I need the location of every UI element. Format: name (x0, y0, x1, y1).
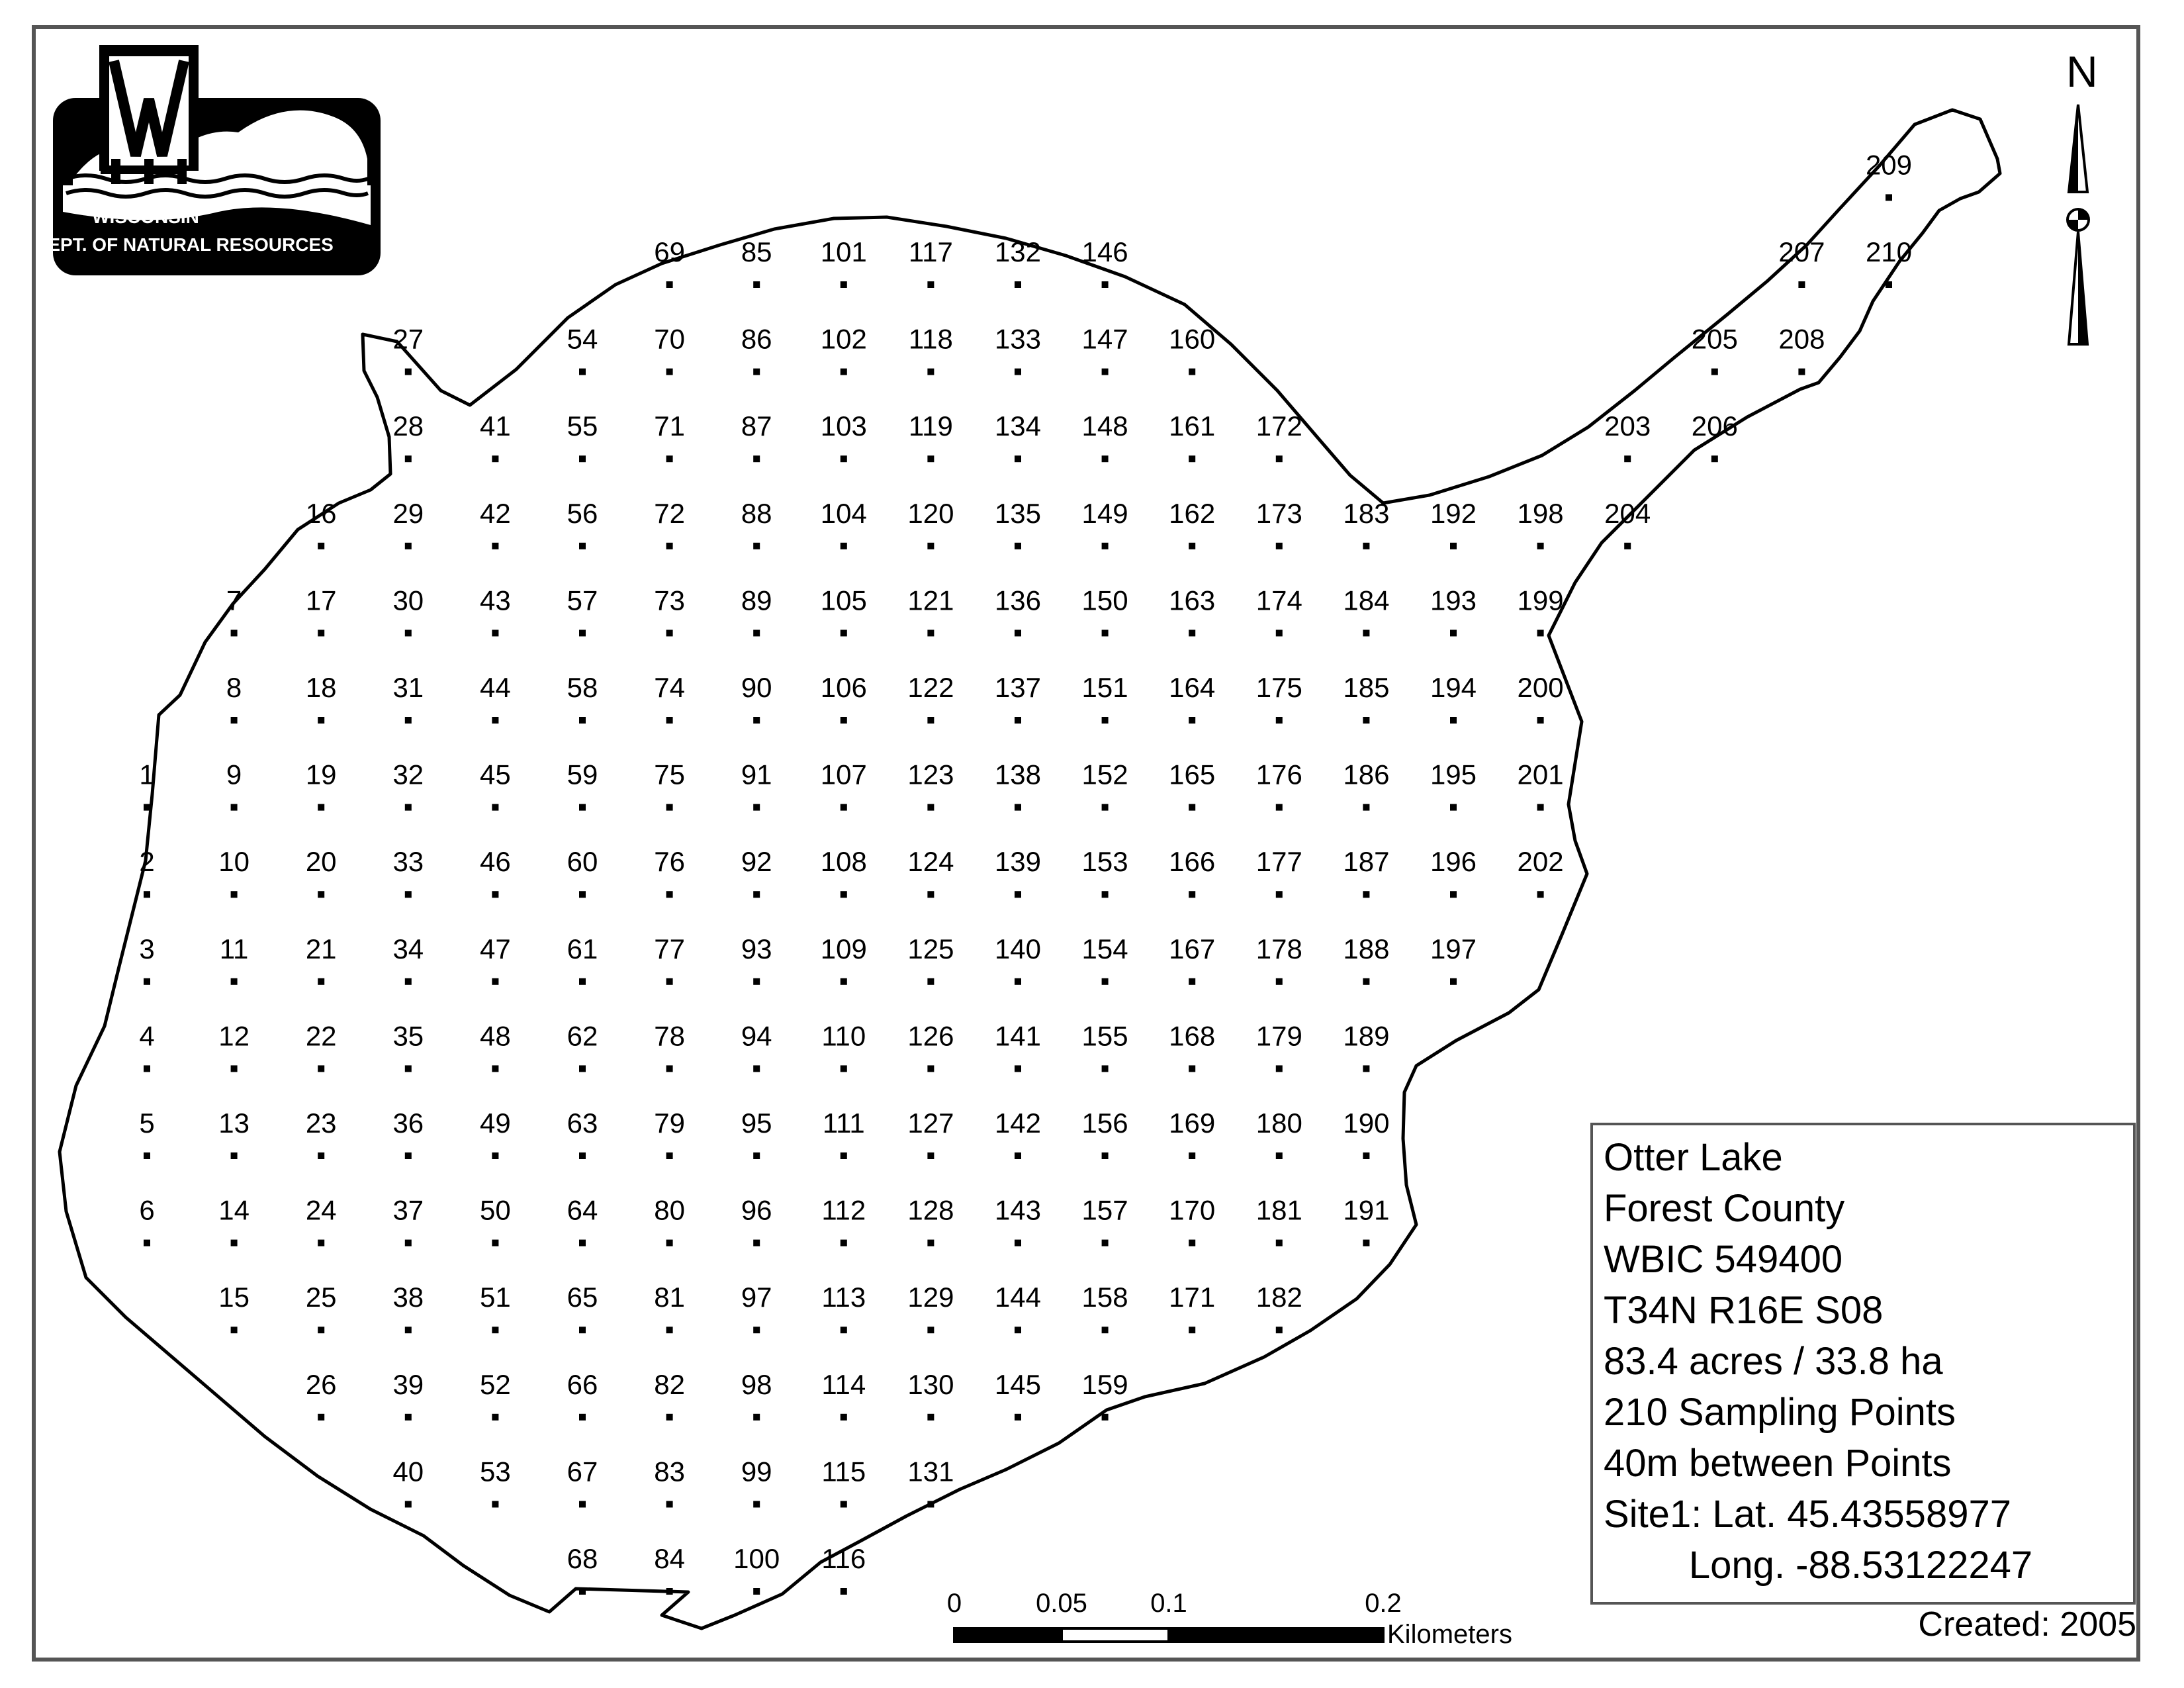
sampling-point-label: 56 (567, 497, 598, 529)
sampling-point-label: 116 (821, 1543, 866, 1574)
sampling-point-label: 35 (392, 1020, 424, 1052)
sampling-point-label: 157 (1081, 1194, 1128, 1226)
legend-site-lat: Site1: Lat. 45.43558977 (1604, 1493, 2011, 1536)
sampling-point-label: 207 (1778, 236, 1825, 267)
sampling-point-label: 92 (741, 846, 772, 878)
north-label: N (2066, 47, 2098, 96)
sampling-point-label: 81 (654, 1282, 685, 1313)
sampling-point-label: 16 (305, 497, 337, 529)
sampling-point-label: 167 (1169, 933, 1216, 964)
sampling-point-label: 62 (567, 1020, 598, 1052)
sampling-point-label: 131 (907, 1456, 954, 1487)
sampling-point-label: 181 (1255, 1194, 1302, 1226)
sampling-point-label: 28 (392, 410, 424, 442)
sampling-point-label: 179 (1255, 1020, 1302, 1052)
sampling-point-label: 153 (1081, 846, 1128, 878)
sampling-point-label: 113 (821, 1282, 866, 1313)
sampling-point-label: 44 (480, 672, 511, 703)
legend-wbic: WBIC 549400 (1604, 1238, 1843, 1281)
sampling-point-label: 201 (1517, 759, 1564, 790)
sampling-point-label: 7 (226, 585, 242, 616)
sampling-point-label: 83 (654, 1456, 685, 1487)
sampling-point-label: 99 (741, 1456, 772, 1487)
sampling-point-label: 19 (305, 759, 337, 790)
sampling-point-label: 48 (480, 1020, 511, 1052)
sampling-point-label: 156 (1081, 1107, 1128, 1139)
sampling-point-label: 69 (654, 236, 685, 267)
sampling-point-label: 165 (1169, 759, 1216, 790)
sampling-point-label: 4 (139, 1020, 155, 1052)
sampling-point-label: 20 (305, 846, 337, 878)
sampling-point-label: 36 (392, 1107, 424, 1139)
sampling-point-label: 67 (567, 1456, 598, 1487)
sampling-point-label: 112 (821, 1194, 866, 1226)
sampling-point-label: 90 (741, 672, 772, 703)
sampling-point-label: 164 (1169, 672, 1216, 703)
sampling-point-label: 70 (654, 323, 685, 355)
sampling-point-label: 108 (820, 846, 867, 878)
sampling-point-label: 42 (480, 497, 511, 529)
legend-lake-name: Otter Lake (1604, 1136, 1783, 1179)
sampling-point-label: 208 (1778, 323, 1825, 355)
sampling-point-label: 39 (392, 1368, 424, 1400)
sampling-point-label: 75 (654, 759, 685, 790)
sampling-point-label: 9 (226, 759, 242, 790)
sampling-point-label: 93 (741, 933, 772, 964)
sampling-point-label: 68 (567, 1543, 598, 1574)
sampling-point-label: 204 (1604, 497, 1651, 529)
sampling-point-label: 197 (1430, 933, 1477, 964)
sampling-point-label: 77 (654, 933, 685, 964)
sampling-point-label: 88 (741, 497, 772, 529)
legend-points: 210 Sampling Points (1604, 1391, 1956, 1434)
sampling-point-label: 130 (907, 1368, 954, 1400)
sampling-point-label: 103 (820, 410, 867, 442)
logo-line-2: DEPT. OF NATURAL RESOURCES (34, 234, 334, 255)
sampling-point-label: 210 (1865, 236, 1913, 267)
sampling-point-label: 40 (392, 1456, 424, 1487)
sampling-point-label: 11 (219, 933, 249, 964)
sampling-point-label: 117 (908, 236, 953, 267)
sampling-point-label: 125 (907, 933, 954, 964)
sampling-point-label: 170 (1169, 1194, 1216, 1226)
sampling-point-label: 135 (994, 497, 1042, 529)
sampling-point-label: 8 (226, 672, 242, 703)
sampling-point-label: 203 (1604, 410, 1651, 442)
sampling-point-label: 104 (820, 497, 867, 529)
sampling-point-label: 101 (820, 236, 867, 267)
sampling-point-label: 2 (139, 846, 155, 878)
sampling-point-label: 195 (1430, 759, 1477, 790)
sampling-point-label: 59 (567, 759, 598, 790)
sampling-point-label: 134 (994, 410, 1042, 442)
sampling-point-label: 10 (218, 846, 250, 878)
sampling-point-label: 100 (733, 1543, 780, 1574)
sampling-point-label: 166 (1169, 846, 1216, 878)
sampling-point-label: 60 (567, 846, 598, 878)
scale-tick-1: 0.05 (1036, 1589, 1087, 1618)
sampling-point-label: 188 (1343, 933, 1390, 964)
sampling-point-label: 194 (1430, 672, 1477, 703)
sampling-point-label: 15 (218, 1282, 250, 1313)
sampling-point-label: 147 (1081, 323, 1128, 355)
sampling-point-label: 50 (480, 1194, 511, 1226)
sampling-point-label: 183 (1343, 497, 1390, 529)
sampling-point-label: 34 (392, 933, 424, 964)
sampling-point-label: 169 (1169, 1107, 1216, 1139)
sampling-point-label: 21 (305, 933, 337, 964)
sampling-point-label: 25 (305, 1282, 337, 1313)
sampling-point-label: 85 (741, 236, 772, 267)
sampling-point-label: 66 (567, 1368, 598, 1400)
sampling-point-label: 31 (392, 672, 424, 703)
sampling-point-label: 89 (741, 585, 772, 616)
sampling-point-label: 121 (907, 585, 954, 616)
sampling-point-label: 140 (994, 933, 1042, 964)
sampling-point-label: 155 (1081, 1020, 1128, 1052)
sampling-point-label: 79 (654, 1107, 685, 1139)
sampling-point-label: 18 (305, 672, 337, 703)
sampling-point-label: 148 (1081, 410, 1128, 442)
sampling-point-label: 94 (741, 1020, 772, 1052)
sampling-point-label: 114 (821, 1368, 866, 1400)
sampling-point-label: 17 (305, 585, 337, 616)
sampling-point-label: 14 (218, 1194, 250, 1226)
sampling-point-label: 128 (907, 1194, 954, 1226)
sampling-point-label: 119 (908, 410, 953, 442)
sampling-point-label: 105 (820, 585, 867, 616)
sampling-point-label: 174 (1255, 585, 1302, 616)
sampling-point-label: 171 (1169, 1282, 1216, 1313)
sampling-point-label: 30 (392, 585, 424, 616)
sampling-point-label: 5 (139, 1107, 155, 1139)
sampling-point-label: 87 (741, 410, 772, 442)
sampling-point-label: 126 (907, 1020, 954, 1052)
sampling-point-label: 22 (305, 1020, 337, 1052)
sampling-point-label: 202 (1517, 846, 1564, 878)
sampling-point-label: 191 (1343, 1194, 1390, 1226)
sampling-point-label: 190 (1343, 1107, 1390, 1139)
sampling-point-label: 71 (654, 410, 685, 442)
sampling-point-label: 137 (994, 672, 1042, 703)
legend-area: 83.4 acres / 33.8 ha (1604, 1340, 1943, 1383)
sampling-point-label: 74 (654, 672, 685, 703)
sampling-point-label: 43 (480, 585, 511, 616)
sampling-point-label: 185 (1343, 672, 1390, 703)
logo-line-1: WISCONSIN (92, 207, 199, 227)
sampling-point-label: 24 (305, 1194, 337, 1226)
sampling-point-label: 120 (907, 497, 954, 529)
sampling-point-label: 12 (218, 1020, 250, 1052)
sampling-point-label: 139 (994, 846, 1042, 878)
sampling-point-label: 189 (1343, 1020, 1390, 1052)
sampling-point-label: 132 (994, 236, 1042, 267)
sampling-point-label: 143 (994, 1194, 1042, 1226)
sampling-point-label: 54 (567, 323, 598, 355)
sampling-point-label: 142 (994, 1107, 1042, 1139)
sampling-point-label: 123 (907, 759, 954, 790)
sampling-point-label: 162 (1169, 497, 1216, 529)
sampling-point-label: 158 (1081, 1282, 1128, 1313)
sampling-point-label: 209 (1865, 149, 1913, 181)
sampling-point-label: 200 (1517, 672, 1564, 703)
sampling-point-label: 177 (1255, 846, 1302, 878)
sampling-point-label: 37 (392, 1194, 424, 1226)
sampling-point-label: 13 (218, 1107, 250, 1139)
sampling-point-label: 124 (907, 846, 954, 878)
sampling-point-label: 23 (305, 1107, 337, 1139)
sampling-point-label: 115 (821, 1456, 866, 1487)
sampling-point-label: 29 (392, 497, 424, 529)
sampling-point-label: 152 (1081, 759, 1128, 790)
created-date: Created: 2005 (1918, 1605, 2136, 1644)
sampling-point-label: 1 (139, 759, 155, 790)
sampling-point-label: 182 (1255, 1282, 1302, 1313)
sampling-point-label: 172 (1255, 410, 1302, 442)
sampling-point-label: 102 (820, 323, 867, 355)
sampling-point-label: 95 (741, 1107, 772, 1139)
sampling-point-label: 111 (822, 1107, 865, 1139)
sampling-point-label: 110 (821, 1020, 866, 1052)
sampling-point-label: 45 (480, 759, 511, 790)
sampling-point-label: 118 (908, 323, 953, 355)
sampling-point-label: 98 (741, 1368, 772, 1400)
sampling-point-label: 96 (741, 1194, 772, 1226)
sampling-point-label: 91 (741, 759, 772, 790)
sampling-point-label: 168 (1169, 1020, 1216, 1052)
sampling-point-label: 63 (567, 1107, 598, 1139)
sampling-point-label: 206 (1691, 410, 1738, 442)
sampling-point-label: 65 (567, 1282, 598, 1313)
sampling-point-label: 57 (567, 585, 598, 616)
sampling-point-label: 97 (741, 1282, 772, 1313)
sampling-point-label: 55 (567, 410, 598, 442)
sampling-point-label: 107 (820, 759, 867, 790)
legend-box (1590, 1123, 2136, 1605)
sampling-point-label: 51 (480, 1282, 511, 1313)
sampling-point-label: 133 (994, 323, 1042, 355)
legend-site-long: Long. -88.53122247 (1604, 1544, 2033, 1587)
scale-tick-2: 0.1 (1150, 1589, 1187, 1618)
sampling-point-label: 145 (994, 1368, 1042, 1400)
sampling-point-label: 49 (480, 1107, 511, 1139)
sampling-point-label: 78 (654, 1020, 685, 1052)
scale-unit: Kilometers (1387, 1620, 1512, 1649)
sampling-point-label: 82 (654, 1368, 685, 1400)
sampling-point-label: 192 (1430, 497, 1477, 529)
sampling-point-label: 26 (305, 1368, 337, 1400)
sampling-point-label: 3 (139, 933, 155, 964)
sampling-point-label: 72 (654, 497, 685, 529)
sampling-point-label: 138 (994, 759, 1042, 790)
sampling-point-label: 176 (1255, 759, 1302, 790)
sampling-point-label: 161 (1169, 410, 1216, 442)
sampling-point-label: 205 (1691, 323, 1738, 355)
sampling-point-label: 33 (392, 846, 424, 878)
sampling-point-label: 136 (994, 585, 1042, 616)
sampling-point-label: 53 (480, 1456, 511, 1487)
sampling-point-label: 122 (907, 672, 954, 703)
sampling-point-label: 199 (1517, 585, 1564, 616)
sampling-point-label: 180 (1255, 1107, 1302, 1139)
sampling-point-label: 163 (1169, 585, 1216, 616)
sampling-point-label: 146 (1081, 236, 1128, 267)
scale-tick-3: 0.2 (1365, 1589, 1402, 1618)
sampling-point-label: 27 (392, 323, 424, 355)
sampling-point-label: 173 (1255, 497, 1302, 529)
sampling-point-label: 46 (480, 846, 511, 878)
sampling-point-label: 6 (139, 1194, 155, 1226)
sampling-point-label: 159 (1081, 1368, 1128, 1400)
sampling-point-label: 38 (392, 1282, 424, 1313)
sampling-point-label: 127 (907, 1107, 954, 1139)
sampling-point-label: 184 (1343, 585, 1390, 616)
sampling-point-label: 196 (1430, 846, 1477, 878)
sampling-point-label: 178 (1255, 933, 1302, 964)
sampling-point-label: 150 (1081, 585, 1128, 616)
scale-tick-0: 0 (946, 1589, 962, 1618)
legend-county: Forest County (1604, 1187, 1845, 1230)
sampling-point-label: 144 (994, 1282, 1042, 1313)
sampling-point-label: 106 (820, 672, 867, 703)
sampling-point-label: 198 (1517, 497, 1564, 529)
sampling-point-label: 109 (820, 933, 867, 964)
sampling-point-label: 80 (654, 1194, 685, 1226)
legend-township: T34N R16E S08 (1604, 1289, 1884, 1332)
sampling-point-label: 58 (567, 672, 598, 703)
sampling-point-label: 64 (567, 1194, 598, 1226)
sampling-point-label: 141 (994, 1020, 1042, 1052)
sampling-point-label: 86 (741, 323, 772, 355)
sampling-point-label: 84 (654, 1543, 685, 1574)
sampling-point-label: 76 (654, 846, 685, 878)
legend-spacing: 40m between Points (1604, 1442, 1952, 1485)
sampling-point-label: 47 (480, 933, 511, 964)
sampling-point-label: 61 (567, 933, 598, 964)
sampling-point-label: 73 (654, 585, 685, 616)
sampling-point-label: 52 (480, 1368, 511, 1400)
sampling-point-label: 186 (1343, 759, 1390, 790)
sampling-point-label: 154 (1081, 933, 1128, 964)
sampling-point-label: 32 (392, 759, 424, 790)
sampling-point-label: 187 (1343, 846, 1390, 878)
sampling-point-label: 160 (1169, 323, 1216, 355)
sampling-point-label: 175 (1255, 672, 1302, 703)
sampling-point-label: 129 (907, 1282, 954, 1313)
sampling-point-label: 41 (480, 410, 511, 442)
sampling-point-label: 193 (1430, 585, 1477, 616)
sampling-point-label: 149 (1081, 497, 1128, 529)
sampling-point-label: 151 (1081, 672, 1128, 703)
